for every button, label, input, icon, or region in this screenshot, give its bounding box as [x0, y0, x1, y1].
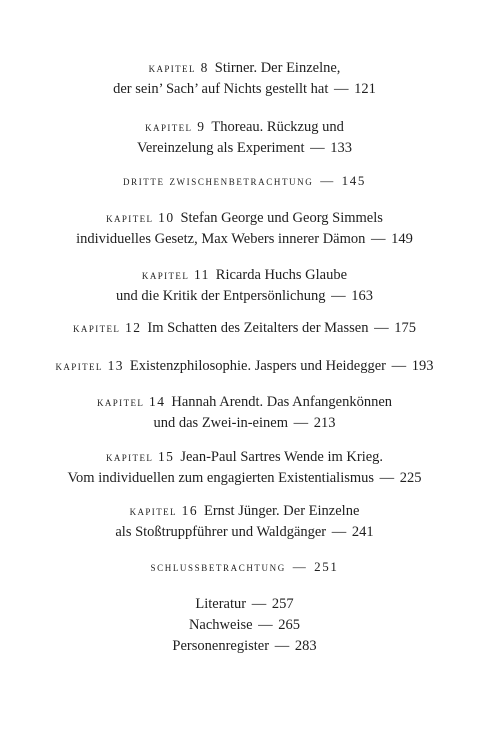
- chapter-title-line-1: Stirner. Der Einzelne,: [214, 60, 341, 76]
- page-number: 251: [314, 559, 339, 574]
- chapter-title-line-1: Hannah Arendt. Das Anfangenkönnen: [171, 394, 393, 410]
- toc-entry-kapitel-14: [0, 391, 489, 434]
- page-number: 265: [278, 617, 301, 633]
- chapter-title-line-1: Stefan George und Georg Simmels: [180, 210, 383, 226]
- toc-appendix-nachweise: [0, 615, 489, 636]
- dash: —: [251, 596, 267, 612]
- chapter-title-line-1: Jean-Paul Sartres Wende im Krieg.: [180, 449, 384, 465]
- page-number: 193: [411, 358, 434, 374]
- toc-entry-kapitel-10: [0, 207, 489, 250]
- toc-appendix-personenregister: [0, 636, 489, 657]
- section-title: dritte zwischenbetrachtung: [123, 173, 314, 188]
- chapter-title-line-2: als Stoßtruppführer und Waldgänger: [115, 524, 327, 540]
- toc-entry-kapitel-8: [0, 57, 489, 100]
- chapter-title-line-2: Vereinzelung als Experiment: [137, 140, 305, 156]
- page-number: 283: [294, 638, 317, 654]
- appendix-title: Personenregister: [172, 638, 270, 654]
- chapter-title: Existenzphilosophie. Jaspers und Heidegger: [129, 358, 386, 374]
- page-number: 257: [271, 596, 294, 612]
- section-title: schlussbetrachtung: [150, 559, 286, 574]
- toc-section-schlussbetrachtung: [0, 556, 489, 577]
- page-number: 175: [394, 320, 416, 336]
- toc-entry-kapitel-13: [0, 355, 489, 377]
- dash: —: [374, 320, 389, 336]
- toc-entry-kapitel-15: [0, 446, 489, 489]
- page-number: 225: [399, 470, 422, 486]
- dash: —: [258, 617, 273, 633]
- dash: —: [379, 470, 395, 486]
- dash: —: [391, 358, 407, 374]
- chapter-label: kapitel 16: [129, 503, 198, 518]
- page-number: 133: [330, 140, 352, 156]
- page-number: 145: [341, 173, 366, 188]
- page-number: 149: [391, 231, 413, 247]
- dash: —: [371, 231, 386, 247]
- chapter-label: kapitel 10: [106, 210, 175, 225]
- chapter-title-line-2: der sein’ Sach’ auf Nichts gestellt hat: [113, 81, 329, 97]
- chapter-label: kapitel 9: [145, 119, 206, 134]
- chapter-title-line-2: und das Zwei-in-einem: [153, 415, 288, 431]
- page-number: 121: [354, 81, 376, 97]
- toc-entry-kapitel-16: [0, 500, 489, 543]
- appendix-title: Literatur: [195, 596, 247, 612]
- dash: —: [274, 638, 290, 654]
- chapter-title-line-2: individuelles Gesetz, Max Webers innerer Dämon: [76, 231, 366, 247]
- chapter-label: kapitel 11: [141, 267, 210, 282]
- dash: —: [334, 81, 349, 97]
- chapter-title-line-1: Ernst Jünger. Der Einzelne: [203, 503, 360, 519]
- chapter-title-line-2: und die Kritik der Entpersönlichung: [116, 288, 326, 304]
- chapter-label: kapitel 8: [148, 60, 209, 75]
- page-number: 163: [351, 288, 373, 304]
- dash: —: [320, 173, 335, 188]
- chapter-label: kapitel 14: [96, 394, 166, 409]
- toc-section-dritte-zwischenbetrachtung: [0, 170, 489, 191]
- toc-appendix: [0, 594, 489, 657]
- chapter-label: kapitel 12: [73, 320, 142, 335]
- page-number: 241: [351, 524, 374, 540]
- chapter-title: Im Schatten des Zeitalters der Massen: [147, 320, 369, 336]
- toc-entry-kapitel-9: [0, 116, 489, 159]
- chapter-label: kapitel 15: [105, 449, 175, 464]
- dash: —: [331, 524, 347, 540]
- dash: —: [310, 140, 325, 156]
- toc-appendix-literatur: [0, 594, 489, 615]
- chapter-title-line-2: Vom individuellen zum engagierten Existentialismus: [67, 470, 375, 486]
- chapter-title-line-1: Thoreau. Rückzug und: [211, 119, 344, 135]
- page-number: 213: [313, 415, 336, 431]
- chapter-title-line-1: Ricarda Huchs Glaube: [215, 267, 348, 283]
- dash: —: [292, 559, 308, 574]
- dash: —: [293, 415, 309, 431]
- dash: —: [331, 288, 346, 304]
- toc-entry-kapitel-12: [0, 317, 489, 339]
- appendix-title: Nachweise: [188, 617, 253, 633]
- chapter-label: kapitel 13: [55, 358, 124, 373]
- toc-entry-kapitel-11: [0, 264, 489, 307]
